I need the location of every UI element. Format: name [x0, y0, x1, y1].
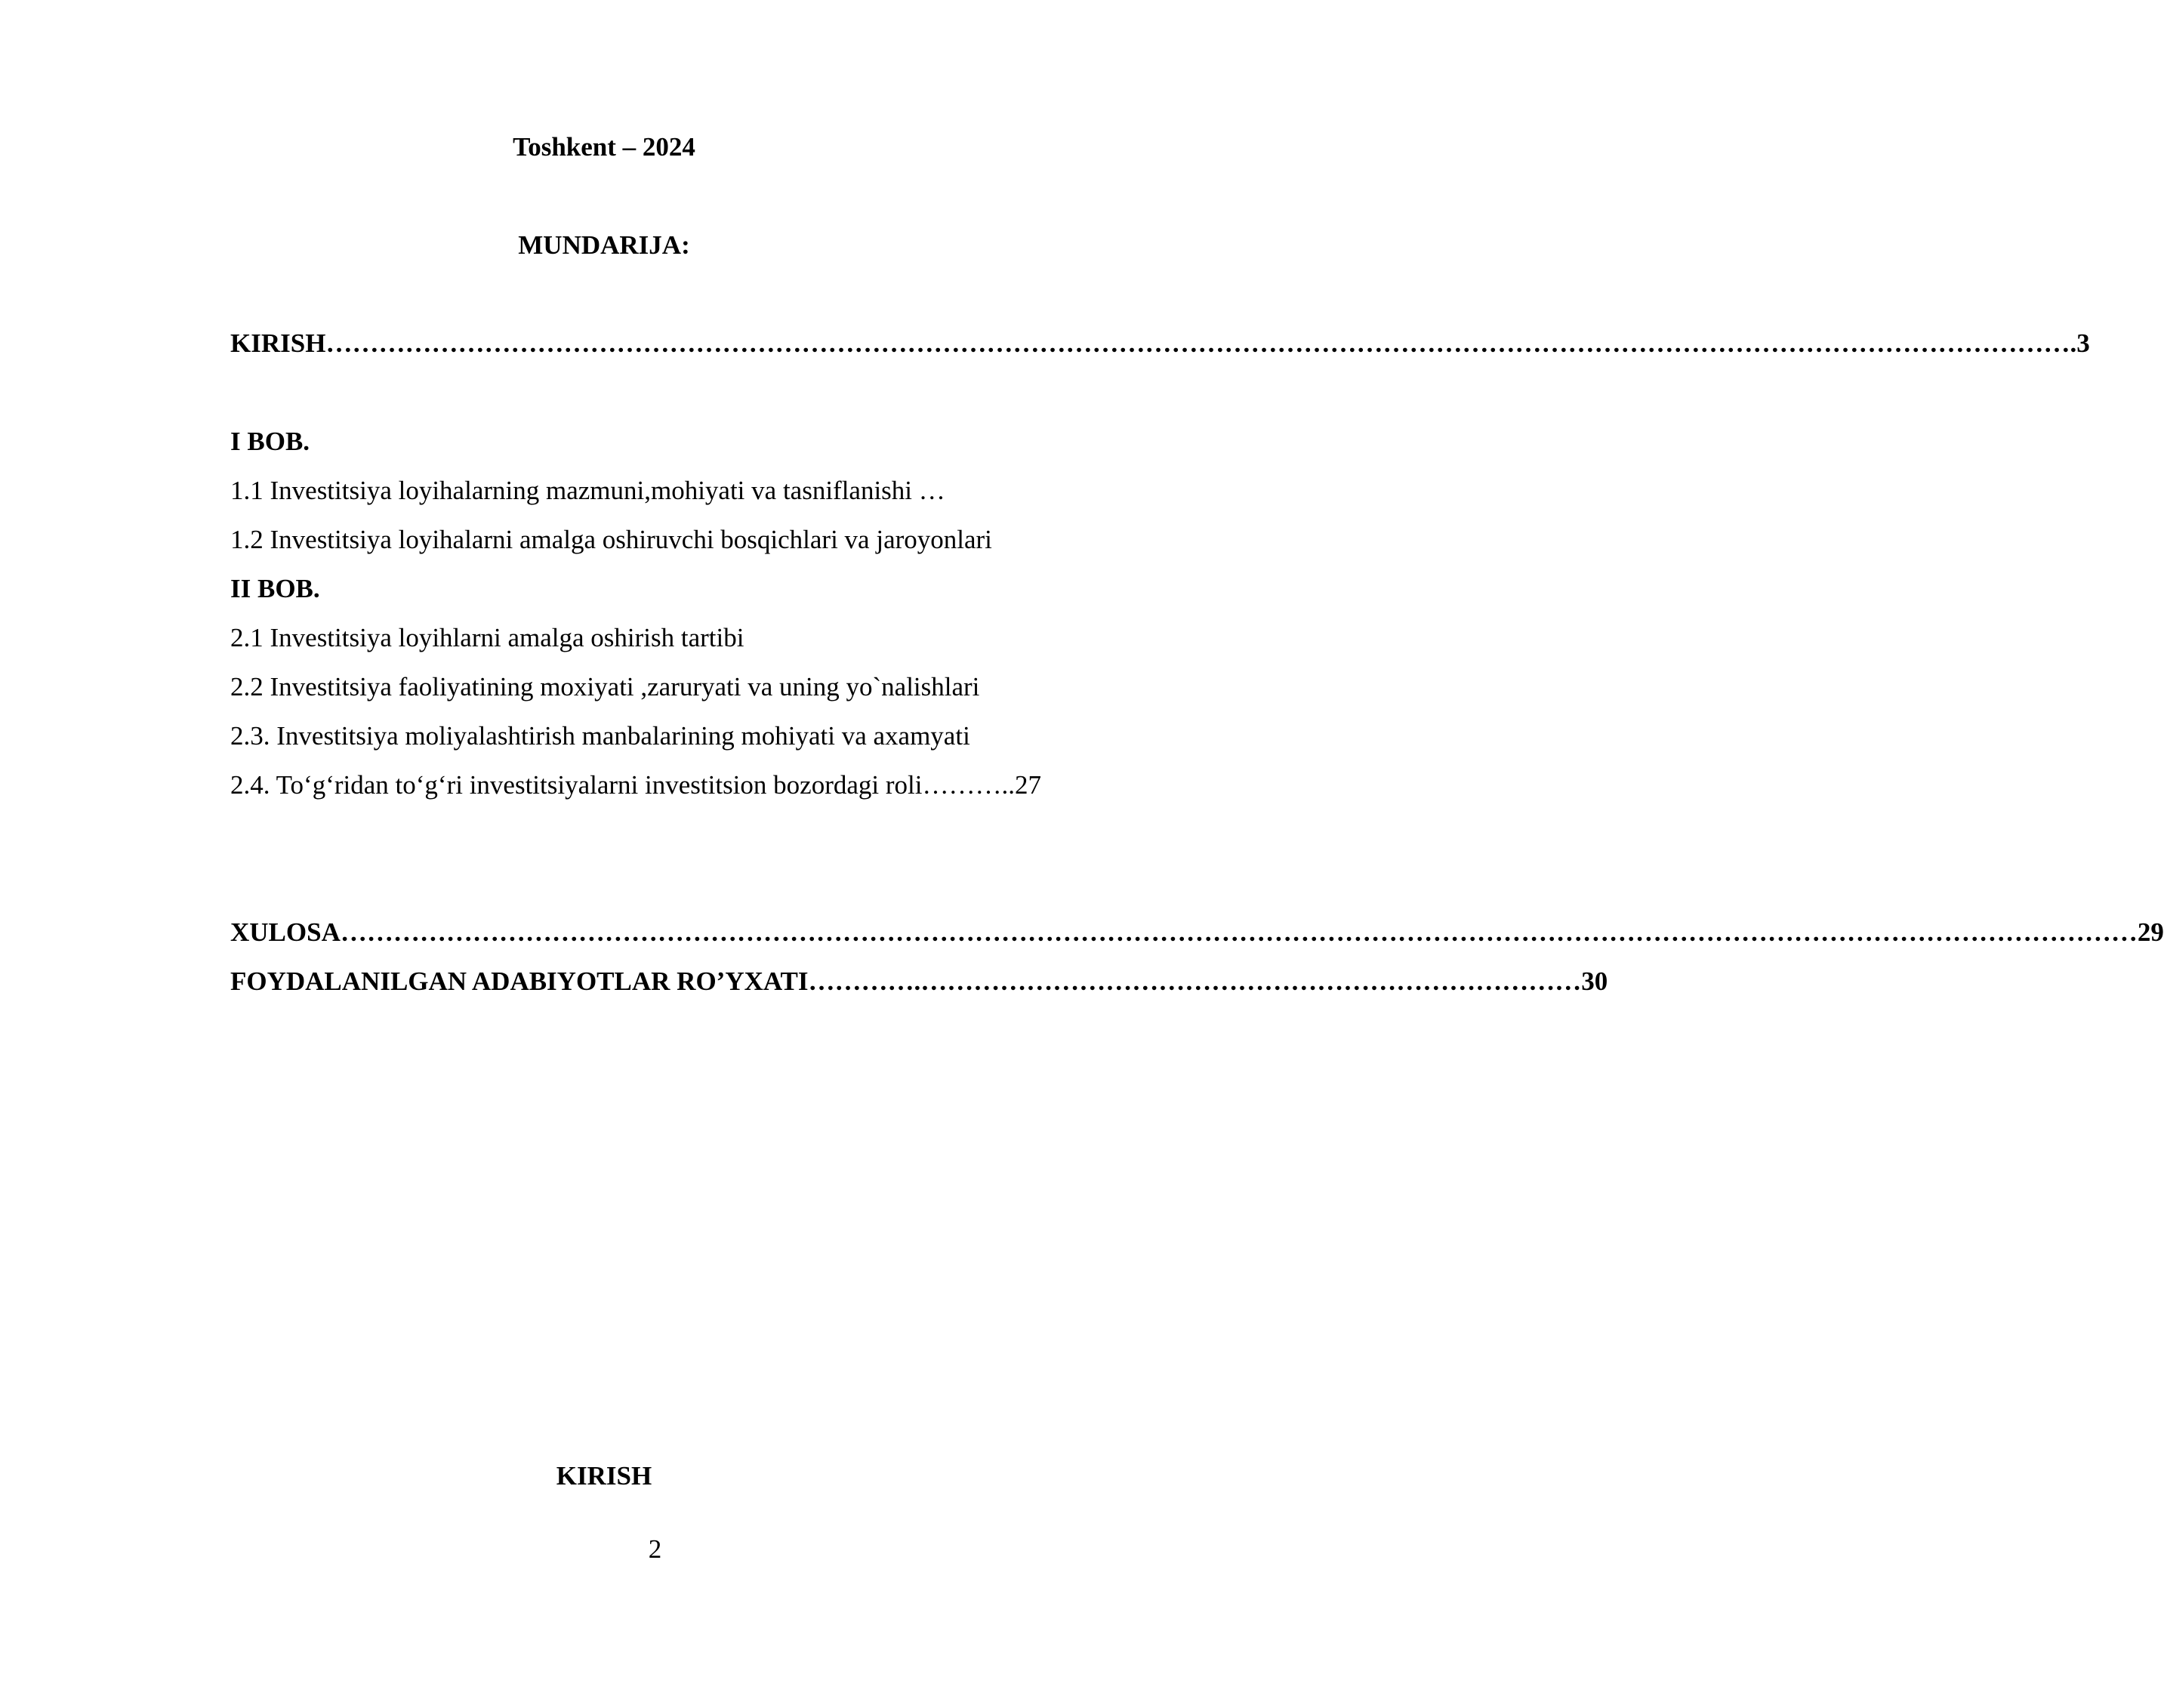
- toc-item-2-1: 2.1 Investitsiya loyihlarni amalga oshirish tartibi: [230, 623, 744, 652]
- toc-leader-dots: ………….…………………………………………………………………: [808, 967, 1582, 996]
- toc-entry-references: [230, 967, 1608, 997]
- toc-item-2-2: 2.2 Investitsiya faoliyatining moxiyati ,zaruryati va uning yo`nalishlari: [230, 672, 980, 701]
- toc-entry-label: FOYDALANILGAN ADABIYOTLAR RO’YXATI: [230, 967, 809, 996]
- toc-page-number: 3: [2076, 328, 2090, 358]
- toc-title: MUNDARIJA:: [518, 230, 690, 260]
- toc-leader-dots: ……………………………………………………………………………………………………………………………………………………………………………………: [340, 917, 2138, 947]
- toc-entry-label: XULOSA: [230, 917, 341, 947]
- next-section-title: KIRISH: [556, 1461, 652, 1491]
- city-year-heading: Toshkent – 2024: [513, 132, 695, 162]
- toc-page-number: 29: [2137, 917, 2164, 947]
- toc-entry-intro: [230, 328, 2090, 359]
- chapter-1-heading: I BOB.: [230, 427, 310, 456]
- toc-item-2-4: 2.4. To‘g‘ridan to‘g‘ri investitsiyalarni investitsion bozordagi roli………..27: [230, 770, 1041, 800]
- page-number: 2: [648, 1534, 662, 1564]
- toc-item-2-3: 2.3. Investitsiya moliyalashtirish manbalarining mohiyati va axamyati: [230, 721, 970, 751]
- chapter-2-heading: II BOB.: [230, 574, 320, 603]
- toc-item-1-1: 1.1 Investitsiya loyihalarning mazmuni,mohiyati va tasniflanishi …: [230, 476, 945, 505]
- toc-entry-conclusion: [230, 917, 2164, 948]
- toc-page-number: 30: [1581, 967, 1608, 996]
- toc-item-1-2: 1.2 Investitsiya loyihalarni amalga oshiruvchi bosqichlari va jaroyonlari: [230, 525, 992, 554]
- toc-entry-label: KIRISH: [230, 328, 326, 358]
- toc-leader-dots: ……………………………………………………………………………………………………………………………………………………………………………….: [325, 328, 2077, 358]
